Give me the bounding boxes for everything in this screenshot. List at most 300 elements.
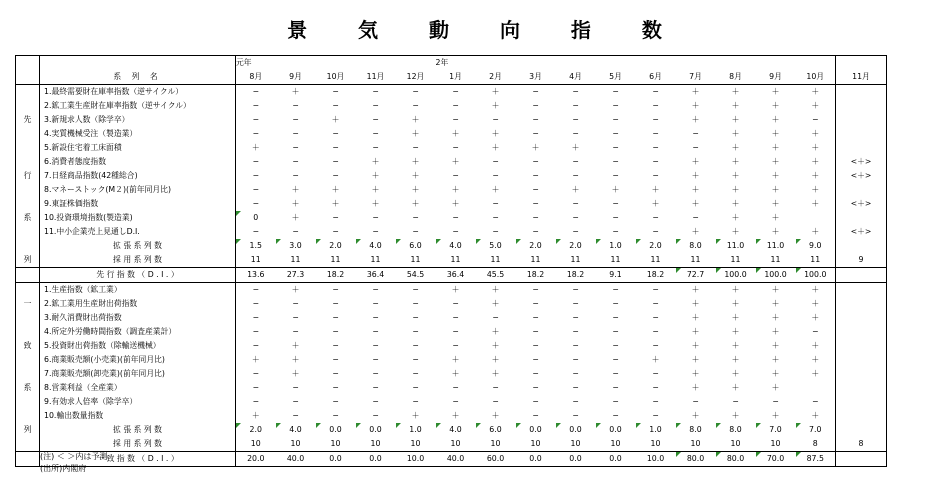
adopted-count-cell: 8 [836, 437, 887, 452]
signal-cell: ＋ [771, 299, 780, 308]
signal-cell: − [532, 185, 539, 194]
signal-cell: − [572, 313, 579, 322]
extended-count-cell: 2.0 [316, 239, 356, 253]
group-label: 行 [16, 169, 40, 183]
signal-cell: ＋ [731, 313, 740, 322]
month-header: 3月 [516, 70, 556, 85]
signal-cell: ＋ [691, 369, 700, 378]
adopted-count-cell: 11 [490, 255, 501, 264]
diffusion-index-row [16, 268, 887, 283]
signal-cell: ＋ [491, 411, 500, 420]
blank-cell [556, 56, 596, 71]
signal-cell: − [612, 213, 619, 222]
forecast-cell [836, 339, 887, 353]
signal-cell: − [332, 369, 339, 378]
signal-cell: − [692, 143, 699, 152]
series-name: 4.実質機械受注（製造業） [40, 127, 236, 141]
adopted-count-cell: 11 [770, 255, 781, 264]
signal-cell: ＋ [811, 87, 820, 96]
signal-cell: − [412, 299, 419, 308]
diffusion-index-cell: 20.0 [236, 452, 276, 467]
signal-cell: − [252, 199, 260, 208]
signal-cell: ＋ [291, 285, 300, 294]
signal-cell: − [532, 227, 539, 236]
group-cell [16, 452, 40, 467]
signal-cell: − [612, 313, 619, 322]
year-row [16, 56, 887, 71]
adopted-count-cell: 11 [330, 255, 341, 264]
signal-cell: − [652, 171, 659, 180]
blank-cell [396, 56, 436, 71]
signal-cell: − [372, 87, 379, 96]
signal-cell: ＋ [411, 199, 420, 208]
signal-cell: − [612, 115, 619, 124]
signal-cell: − [532, 369, 539, 378]
signal-cell: ＋ [691, 341, 700, 350]
signal-cell: − [412, 327, 419, 336]
signal-cell: − [332, 411, 339, 420]
group-cell [16, 395, 40, 409]
adopted-count-cell: 10 [370, 439, 381, 448]
adopted-count-cell: 10 [530, 439, 541, 448]
adopted-count-cell: 11 [810, 255, 821, 264]
signal-cell: − [692, 213, 699, 222]
signal-cell: − [612, 157, 619, 166]
signal-cell: ＋ [411, 185, 420, 194]
forecast-cell: <＋> [836, 225, 887, 239]
diffusion-index-cell: 10.0 [636, 452, 676, 467]
adopted-count-cell: 11 [730, 255, 741, 264]
signal-cell: ＋ [771, 327, 780, 336]
adopted-count-cell: 9 [836, 253, 887, 268]
signal-cell: − [372, 285, 379, 294]
extended-count-cell: 4.0 [356, 239, 396, 253]
table-row [16, 381, 887, 395]
diffusion-index-cell: 100.0 [716, 268, 756, 283]
series-name: 1.生産指数（鉱工業） [40, 283, 236, 298]
signal-cell: − [492, 397, 499, 406]
extended-count-cell: 9.0 [796, 239, 836, 253]
diffusion-index-label: 一 致 指 数 （ D . I . ） [40, 452, 236, 467]
series-name: 11.中小企業売上見通しD.I. [40, 225, 236, 239]
signal-cell: − [292, 129, 299, 138]
forecast-cell [836, 211, 887, 225]
signal-cell: − [412, 341, 419, 350]
extended-count-label: 拡 張 系 列 数 [40, 423, 236, 437]
signal-cell: − [652, 313, 659, 322]
extended-count-row [16, 423, 887, 437]
signal-cell: − [492, 227, 499, 236]
series-name: 10.投資環境指数(製造業) [40, 211, 236, 225]
diffusion-index-cell: 100.0 [796, 268, 836, 283]
forecast-cell [836, 283, 887, 298]
signal-cell [796, 211, 836, 225]
table-row [16, 325, 887, 339]
signal-cell: ＋ [411, 115, 420, 124]
adopted-count-cell: 11 [530, 255, 541, 264]
signal-cell: − [372, 355, 379, 364]
signal-cell: − [692, 129, 699, 138]
adopted-count-cell: 11 [690, 255, 701, 264]
signal-cell: ＋ [811, 185, 820, 194]
signal-cell: − [252, 397, 260, 406]
signal-cell: ＋ [731, 171, 740, 180]
diffusion-index-cell: 0.0 [356, 452, 396, 467]
year-label: 2年 [436, 56, 476, 71]
signal-cell: ＋ [771, 213, 780, 222]
signal-cell: − [572, 87, 579, 96]
signal-cell: ＋ [731, 227, 740, 236]
month-header: 1月 [436, 70, 476, 85]
signal-cell: − [292, 227, 299, 236]
adopted-count-cell: 11 [250, 255, 261, 264]
signal-cell: ＋ [811, 299, 820, 308]
signal-cell: − [452, 101, 459, 110]
forecast-cell [836, 183, 887, 197]
signal-cell: − [572, 397, 579, 406]
diffusion-index-cell: 13.6 [236, 268, 276, 283]
signal-cell: − [332, 171, 339, 180]
signal-cell: ＋ [691, 171, 700, 180]
series-name: 10.輸出数量指数 [40, 409, 236, 423]
signal-cell: − [452, 383, 459, 392]
month-header: 6月 [636, 70, 676, 85]
group-cell [16, 311, 40, 325]
signal-cell: − [652, 341, 659, 350]
signal-cell: ＋ [691, 355, 700, 364]
extended-count-cell: 2.0 [636, 239, 676, 253]
signal-cell: ＋ [691, 411, 700, 420]
diffusion-index-label: 先 行 指 数 （ D . I . ） [40, 268, 236, 283]
signal-cell: − [492, 383, 499, 392]
signal-cell: − [252, 87, 260, 96]
signal-cell: − [412, 397, 419, 406]
signal-cell: − [572, 199, 579, 208]
signal-cell: ＋ [651, 185, 660, 194]
forecast-cell [836, 99, 887, 113]
blank-cell [316, 56, 356, 71]
signal-cell: − [252, 227, 260, 236]
extended-count-cell: 0.0 [316, 423, 356, 437]
series-name: 6.消費者態度指数 [40, 155, 236, 169]
group-cell [16, 127, 40, 141]
signal-cell: − [652, 115, 659, 124]
group-cell [16, 155, 40, 169]
signal-cell: − [532, 87, 539, 96]
group-cell [16, 141, 40, 155]
extended-count-cell: 0.0 [356, 423, 396, 437]
signal-cell: − [252, 129, 260, 138]
signal-cell: ＋ [691, 157, 700, 166]
signal-cell: − [612, 341, 619, 350]
signal-cell: − [652, 129, 659, 138]
signal-cell: − [252, 327, 260, 336]
signal-cell: − [372, 383, 379, 392]
forecast-cell [836, 409, 887, 423]
series-name: 5.新設住宅着工床面積 [40, 141, 236, 155]
signal-cell: ＋ [731, 213, 740, 222]
forecast-cell: <＋> [836, 155, 887, 169]
signal-cell: − [532, 285, 539, 294]
adopted-count-cell: 10 [450, 439, 461, 448]
signal-cell: − [612, 87, 619, 96]
extended-count-cell: 2.0 [556, 239, 596, 253]
signal-cell: − [372, 299, 379, 308]
signal-cell: ＋ [491, 327, 500, 336]
signal-cell: ＋ [731, 383, 740, 392]
signal-cell: ＋ [251, 143, 260, 152]
signal-cell: − [811, 327, 819, 336]
signal-cell: − [372, 115, 379, 124]
forecast-cell [836, 85, 887, 100]
signal-cell: − [612, 355, 619, 364]
extended-count-cell: 7.0 [756, 423, 796, 437]
signal-cell: − [572, 101, 579, 110]
signal-cell: − [332, 355, 339, 364]
signal-cell: − [652, 157, 659, 166]
extended-count-cell: 1.0 [396, 423, 436, 437]
table-row [16, 211, 887, 225]
signal-cell: ＋ [771, 369, 780, 378]
forecast-cell [836, 311, 887, 325]
signal-cell: ＋ [771, 411, 780, 420]
extended-count-cell: 4.0 [276, 423, 316, 437]
forecast-cell [836, 325, 887, 339]
diffusion-index-cell: 54.5 [396, 268, 436, 283]
diffusion-index-cell: 10.0 [396, 452, 436, 467]
signal-cell: − [332, 313, 339, 322]
extended-count-cell: 7.0 [796, 423, 836, 437]
extended-count-label: 拡 張 系 列 数 [40, 239, 236, 253]
signal-cell: − [252, 341, 260, 350]
signal-cell: ＋ [291, 355, 300, 364]
signal-cell: − [572, 157, 579, 166]
signal-cell: − [332, 87, 339, 96]
blank-cell [836, 423, 887, 437]
signal-cell: ＋ [731, 327, 740, 336]
signal-cell: − [292, 143, 299, 152]
diffusion-index-cell: 45.5 [476, 268, 516, 283]
signal-cell: ＋ [811, 369, 820, 378]
signal-cell: ＋ [371, 185, 380, 194]
extended-count-row [16, 239, 887, 253]
signal-cell: − [532, 327, 539, 336]
signal-cell: ＋ [731, 157, 740, 166]
blank-cell [596, 56, 636, 71]
group-cell [16, 239, 40, 253]
signal-cell: ＋ [691, 285, 700, 294]
signal-cell: − [532, 199, 539, 208]
blank-cell [756, 56, 796, 71]
signal-cell: − [292, 383, 299, 392]
signal-cell: − [452, 397, 459, 406]
series-name: 1.最終需要財在庫率指数（逆サイクル） [40, 85, 236, 100]
series-name: 3.新規求人数（除学卒） [40, 113, 236, 127]
signal-cell: − [652, 101, 659, 110]
signal-cell: ＋ [731, 285, 740, 294]
forecast-note: (注) ＜ ＞内は予測 [40, 452, 108, 461]
signal-cell: ＋ [451, 369, 460, 378]
signal-cell: ＋ [491, 185, 500, 194]
signal-cell: ＋ [771, 171, 780, 180]
extended-count-cell: 3.0 [276, 239, 316, 253]
series-name: 9.東証株価指数 [40, 197, 236, 211]
group-label: 系 [16, 211, 40, 225]
signal-cell: − [292, 299, 299, 308]
signal-cell: − [532, 115, 539, 124]
diffusion-index-cell: 80.0 [676, 452, 716, 467]
diffusion-index-row [16, 452, 887, 467]
month-header: 10月 [796, 70, 836, 85]
month-header: 11月 [356, 70, 396, 85]
signal-cell: ＋ [771, 355, 780, 364]
signal-cell: ＋ [731, 299, 740, 308]
diffusion-index-cell: 87.5 [796, 452, 836, 467]
diffusion-index-cell: 0.0 [596, 452, 636, 467]
signal-cell: ＋ [811, 157, 820, 166]
signal-cell: − [492, 213, 499, 222]
month-header: 10月 [316, 70, 356, 85]
signal-cell: ＋ [811, 101, 820, 110]
table-body [16, 56, 887, 467]
signal-cell: − [332, 327, 339, 336]
extended-count-cell: 8.0 [716, 423, 756, 437]
signal-cell: − [572, 369, 579, 378]
signal-cell: − [292, 397, 299, 406]
group-cell [16, 70, 40, 85]
adopted-count-label: 採 用 系 列 数 [40, 253, 236, 268]
adopted-count-cell: 11 [410, 255, 421, 264]
signal-cell: − [452, 341, 459, 350]
adopted-count-cell: 10 [610, 439, 621, 448]
signal-cell: ＋ [811, 171, 820, 180]
signal-cell: ＋ [331, 199, 340, 208]
signal-cell: − [612, 327, 619, 336]
signal-cell: ＋ [491, 143, 500, 152]
signal-cell: − [811, 115, 819, 124]
signal-cell: ＋ [571, 185, 580, 194]
signal-cell: ＋ [491, 341, 500, 350]
adopted-count-cell: 11 [290, 255, 301, 264]
signal-cell: − [412, 285, 419, 294]
signal-cell: ＋ [771, 157, 780, 166]
signal-cell: − [412, 355, 419, 364]
signal-cell: ＋ [691, 115, 700, 124]
signal-cell: − [412, 369, 419, 378]
signal-cell: ＋ [651, 199, 660, 208]
signal-cell: ＋ [731, 143, 740, 152]
signal-cell: − [332, 341, 339, 350]
signal-cell: − [532, 411, 539, 420]
blank-cell [836, 56, 887, 71]
signal-cell: − [412, 313, 419, 322]
signal-cell [796, 381, 836, 395]
composite-index-table [15, 55, 887, 467]
year-label: 元年 [236, 56, 276, 71]
signal-cell: − [452, 171, 459, 180]
signal-cell: ＋ [771, 185, 780, 194]
signal-cell: − [452, 213, 459, 222]
signal-cell: ＋ [451, 199, 460, 208]
adopted-count-cell: 8 [812, 439, 818, 448]
signal-cell: ＋ [491, 355, 500, 364]
signal-cell: ＋ [411, 171, 420, 180]
signal-cell: − [292, 411, 299, 420]
signal-cell: ＋ [811, 313, 820, 322]
signal-cell: ＋ [491, 299, 500, 308]
signal-cell: ＋ [451, 355, 460, 364]
adopted-count-cell: 10 [410, 439, 421, 448]
signal-cell: − [532, 383, 539, 392]
signal-cell: − [492, 115, 499, 124]
signal-cell: ＋ [771, 129, 780, 138]
blank-cell [676, 56, 716, 71]
signal-cell: − [292, 157, 299, 166]
signal-cell: − [692, 397, 699, 406]
signal-cell: ＋ [731, 341, 740, 350]
group-label: 列 [16, 253, 40, 268]
signal-cell: − [572, 355, 579, 364]
signal-cell: − [452, 115, 459, 124]
series-name: 7.日経商品指数(42種総合) [40, 169, 236, 183]
blank-cell [836, 452, 887, 467]
table-row [16, 85, 887, 100]
series-name: 6.商業販売額(小売業)(前年同月比) [40, 353, 236, 367]
table-row [16, 197, 887, 211]
forecast-cell [836, 381, 887, 395]
blank-cell [476, 56, 516, 71]
signal-cell: ＋ [811, 227, 820, 236]
signal-cell: − [612, 299, 619, 308]
signal-cell: ＋ [771, 143, 780, 152]
diffusion-index-cell: 18.2 [316, 268, 356, 283]
forecast-cell [836, 367, 887, 381]
table-row [16, 183, 887, 197]
group-cell [16, 225, 40, 239]
signal-cell: ＋ [331, 185, 340, 194]
signal-cell: − [252, 171, 260, 180]
signal-cell: − [252, 299, 260, 308]
series-name: 8.マネーストック(M２)(前年同月比) [40, 183, 236, 197]
series-name: 8.営業利益（全産業） [40, 381, 236, 395]
group-cell [16, 56, 40, 71]
signal-cell: − [452, 227, 459, 236]
adopted-count-cell: 10 [770, 439, 781, 448]
signal-cell: − [332, 227, 339, 236]
signal-cell: ＋ [651, 355, 660, 364]
signal-cell: − [332, 397, 339, 406]
diffusion-index-cell: 0.0 [516, 452, 556, 467]
signal-cell: − [492, 313, 499, 322]
signal-cell: − [652, 299, 659, 308]
signal-cell: ＋ [451, 185, 460, 194]
group-cell [16, 268, 40, 283]
signal-cell: ＋ [491, 87, 500, 96]
signal-cell: ＋ [491, 285, 500, 294]
signal-cell: ＋ [411, 157, 420, 166]
signal-cell: − [532, 171, 539, 180]
diffusion-index-cell: 70.0 [756, 452, 796, 467]
group-cell [16, 183, 40, 197]
signal-cell: ＋ [611, 185, 620, 194]
signal-cell: ＋ [331, 115, 340, 124]
table-row [16, 395, 887, 409]
diffusion-index-cell: 60.0 [476, 452, 516, 467]
signal-cell: ＋ [371, 171, 380, 180]
diffusion-index-cell: 18.2 [556, 268, 596, 283]
table-row [16, 155, 887, 169]
blank-cell [636, 56, 676, 71]
